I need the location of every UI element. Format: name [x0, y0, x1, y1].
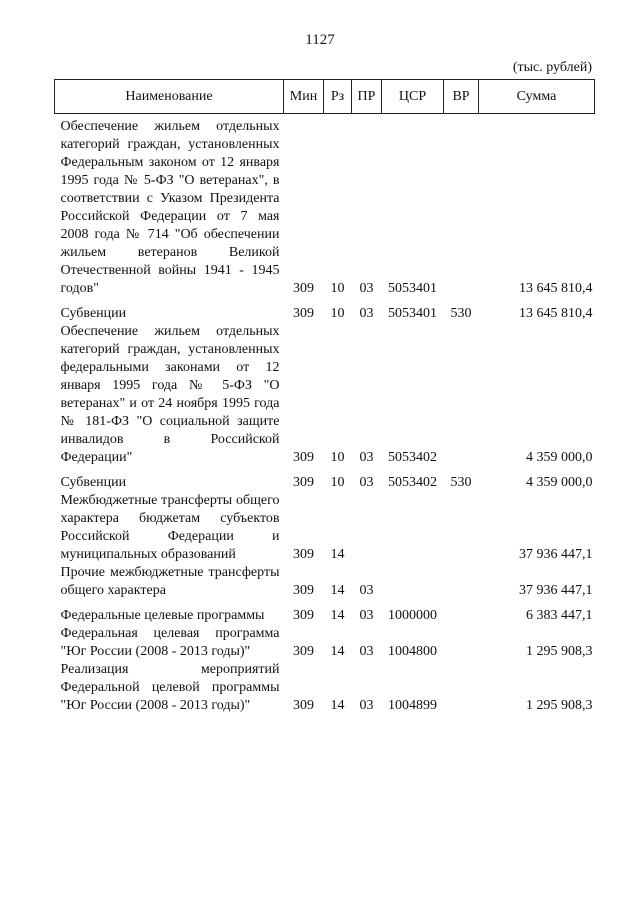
row-rz: 14: [330, 583, 345, 598]
row-pr: 03: [359, 644, 374, 659]
row-vr: [444, 661, 479, 715]
row-pr: 03: [359, 698, 374, 713]
row-csr: 5053401: [388, 306, 437, 321]
row-min: 309: [293, 281, 314, 296]
row-csr: [382, 492, 444, 564]
row-vr: 530: [450, 306, 472, 321]
row-csr: 1000000: [388, 608, 437, 623]
table-row: [55, 323, 595, 467]
table-row: [55, 564, 595, 600]
row-pr: [352, 492, 382, 564]
row-min: 309: [293, 547, 314, 562]
table-row: [55, 625, 595, 661]
table-row: [55, 661, 595, 715]
row-pr: 03: [359, 450, 374, 465]
row-vr: [444, 323, 479, 467]
row-sum: 37 936 447,1: [519, 547, 593, 562]
budget-table: [54, 79, 595, 715]
row-vr: [444, 600, 479, 625]
row-sum: 13 645 810,4: [519, 306, 593, 321]
row-vr: [444, 625, 479, 661]
row-csr: 5053402: [388, 475, 437, 490]
table-row: [55, 114, 595, 299]
row-csr: 1004800: [388, 644, 437, 659]
row-pr: 03: [359, 583, 374, 598]
row-min: 309: [293, 608, 314, 623]
row-csr: 5053402: [388, 450, 437, 465]
row-name: Межбюджетные трансферты общего характера бюджетам субъектов Российской Федерации и муниципальных образований: [60, 493, 280, 562]
page-number: 1127: [305, 32, 335, 48]
row-sum: 4 359 000,0: [526, 475, 593, 490]
table-row: [55, 492, 595, 564]
row-rz: 10: [330, 281, 345, 296]
row-min: 309: [293, 306, 314, 321]
header-min: Мин: [284, 80, 324, 114]
row-csr: [382, 564, 444, 600]
row-name: Прочие межбюджетные трансферты общего характера: [60, 565, 280, 598]
row-name: Обеспечение жильем отдельных категорий граждан, установленных Федеральным законом от 12 января 1995 года № 5-ФЗ "О ветеранах", в соответствии с Указом Президента Российской Федерации от 7 мая 2008 года № 714 "Об обеспечении жильем ветеранов Великой Отечественной войны 1941 - 1945 годов": [60, 119, 280, 296]
row-sum: 13 645 810,4: [519, 281, 593, 296]
table-row: [55, 298, 595, 323]
row-name: Федеральная целевая программа "Юг России (2008 - 2013 годы)": [60, 626, 280, 659]
row-name: Субвенции: [60, 475, 127, 490]
units-label: (тыс. рублей): [512, 60, 592, 75]
row-rz: 14: [330, 608, 345, 623]
row-rz: 10: [330, 306, 345, 321]
row-sum: 4 359 000,0: [526, 450, 593, 465]
row-rz: 14: [330, 547, 345, 562]
row-csr: 5053401: [388, 281, 437, 296]
row-sum: 1 295 908,3: [526, 644, 593, 659]
row-name: Субвенции: [60, 306, 127, 321]
row-pr: 03: [359, 281, 374, 296]
header-pr: ПР: [352, 80, 382, 114]
row-rz: 14: [330, 698, 345, 713]
row-sum: 6 383 447,1: [526, 608, 593, 623]
row-vr: [444, 114, 479, 299]
row-vr: [444, 492, 479, 564]
row-sum: 37 936 447,1: [519, 583, 593, 598]
row-min: 309: [293, 644, 314, 659]
row-name: Реализация мероприятий Федеральной целевой программы "Юг России (2008 - 2013 годы)": [60, 662, 280, 713]
header-sum: Сумма: [479, 80, 595, 114]
header-rz: Рз: [324, 80, 352, 114]
row-pr: 03: [359, 306, 374, 321]
row-min: 309: [293, 583, 314, 598]
header-row: [55, 80, 595, 114]
header-vr: ВР: [444, 80, 479, 114]
row-rz: 10: [330, 450, 345, 465]
table-row: [55, 600, 595, 625]
row-name: Обеспечение жильем отдельных категорий граждан, установленных федеральными законами от 12 января 1995 года № 5-ФЗ "О ветеранах" и от 24 ноября 1995 года № 181-ФЗ "О социальной защите инвалидов в Российской Федерации": [60, 324, 280, 465]
row-rz: 10: [330, 475, 345, 490]
row-vr: 530: [450, 475, 472, 490]
header-name: Наименование: [55, 80, 284, 114]
row-min: 309: [293, 698, 314, 713]
row-name: Федеральные целевые программы: [60, 608, 265, 623]
row-pr: 03: [359, 608, 374, 623]
row-vr: [444, 564, 479, 600]
row-min: 309: [293, 475, 314, 490]
row-rz: 14: [330, 644, 345, 659]
table-row: [55, 467, 595, 492]
row-sum: 1 295 908,3: [526, 698, 593, 713]
header-csr: ЦСР: [382, 80, 444, 114]
row-csr: 1004899: [388, 698, 437, 713]
row-pr: 03: [359, 475, 374, 490]
row-min: 309: [293, 450, 314, 465]
